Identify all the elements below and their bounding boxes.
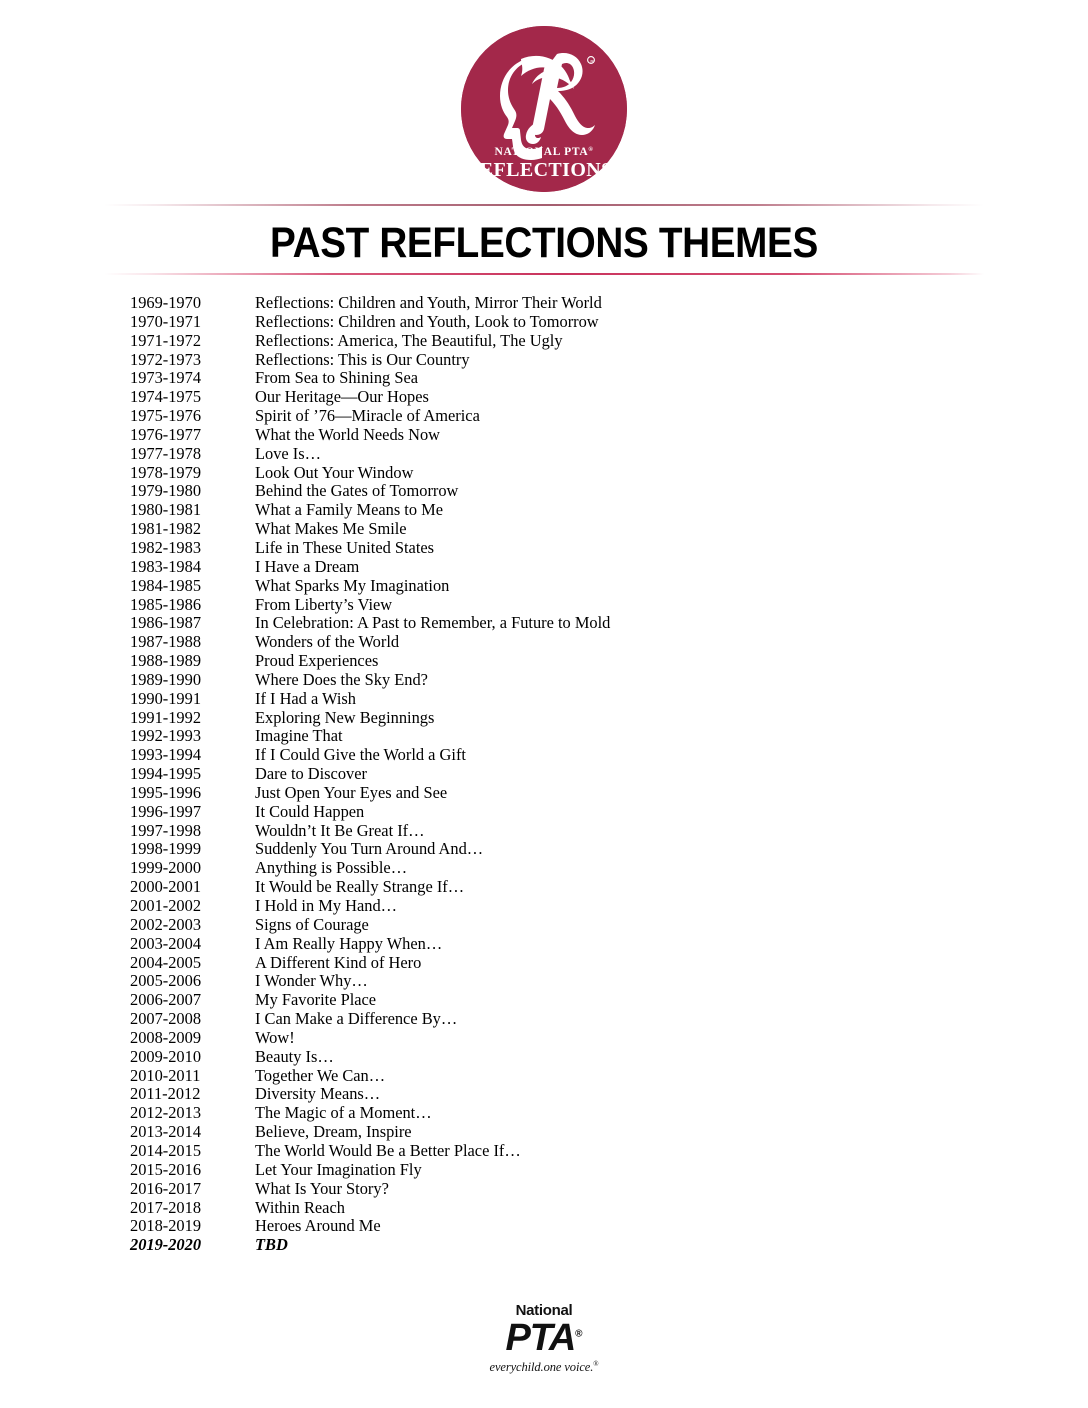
theme-row — [130, 482, 950, 501]
theme-title: Love Is… — [255, 443, 322, 463]
theme-title: Together We Can… — [255, 1065, 386, 1085]
theme-row — [130, 1180, 950, 1199]
header-divider-top — [104, 204, 984, 206]
theme-title: I Can Make a Difference By… — [255, 1009, 458, 1029]
theme-row — [130, 746, 950, 765]
theme-row — [130, 935, 950, 954]
theme-title: Reflections: America, The Beautiful, The Ugly — [255, 330, 563, 350]
theme-row — [130, 539, 950, 558]
theme-years: 2009-2010 — [130, 1046, 202, 1066]
theme-row — [130, 369, 950, 388]
theme-years: 1990-1991 — [130, 688, 202, 708]
theme-row — [130, 1029, 950, 1048]
theme-years: 1995-1996 — [130, 782, 202, 802]
theme-row — [130, 690, 950, 709]
theme-title: Suddenly You Turn Around And… — [255, 839, 484, 859]
theme-row — [130, 1067, 950, 1086]
theme-title: Look Out Your Window — [255, 462, 414, 482]
theme-years: 1998-1999 — [130, 839, 202, 859]
theme-title: My Favorite Place — [255, 990, 377, 1010]
theme-years: 2014-2015 — [130, 1140, 202, 1160]
theme-row — [130, 501, 950, 520]
theme-title: What a Family Means to Me — [255, 500, 443, 520]
theme-years: 1981-1982 — [130, 519, 202, 539]
theme-years: 1985-1986 — [130, 594, 202, 614]
theme-years: 2004-2005 — [130, 952, 202, 972]
theme-title: Spirit of ’76—Miracle of America — [255, 406, 480, 426]
theme-years: 2007-2008 — [130, 1009, 202, 1029]
theme-row — [130, 1142, 950, 1161]
theme-years: 2003-2004 — [130, 933, 202, 953]
theme-row — [130, 803, 950, 822]
theme-years: 1975-1976 — [130, 406, 202, 426]
theme-years: 2017-2018 — [130, 1197, 202, 1217]
theme-title: Wonders of the World — [255, 632, 400, 652]
national-pta-logo-icon — [480, 1303, 608, 1374]
theme-years: 1997-1998 — [130, 820, 202, 840]
theme-title: Signs of Courage — [255, 914, 369, 934]
theme-years: 2001-2002 — [130, 896, 202, 915]
theme-years: 2013-2014 — [130, 1122, 202, 1142]
theme-row — [130, 991, 950, 1010]
theme-title: Beauty Is… — [255, 1046, 334, 1066]
theme-years: 1970-1971 — [130, 311, 202, 331]
theme-row — [130, 765, 950, 784]
theme-title: If I Could Give the World a Gift — [255, 745, 466, 765]
theme-title: Where Does the Sky End? — [255, 669, 428, 689]
past-themes-list — [130, 294, 950, 1255]
theme-row — [130, 464, 950, 483]
theme-row — [130, 332, 950, 351]
theme-years: 1982-1983 — [130, 537, 202, 557]
theme-years: 1973-1974 — [130, 368, 202, 388]
header-logo-container — [0, 26, 1088, 192]
theme-row — [130, 558, 950, 577]
pta-tagline-part2: one — [543, 1360, 562, 1375]
theme-row — [130, 351, 950, 370]
theme-title: Wouldn’t It Be Great If… — [255, 820, 425, 840]
theme-title: Reflections: Children and Youth, Mirror Their World — [255, 293, 602, 312]
theme-row — [130, 407, 950, 426]
seal-reflections-text: REFLECTIONS® — [464, 159, 620, 181]
theme-row — [130, 727, 950, 746]
theme-row — [130, 709, 950, 728]
theme-row — [130, 671, 950, 690]
theme-title: Reflections: This is Our Country — [255, 349, 470, 369]
theme-title: In Celebration: A Past to Remember, a Future to Mold — [255, 613, 611, 633]
theme-years: 1976-1977 — [130, 424, 202, 444]
theme-years: 1989-1990 — [130, 669, 202, 689]
theme-years: 1974-1975 — [130, 387, 202, 407]
pta-acronym-label: PTA — [505, 1317, 576, 1359]
theme-title: TBD — [255, 1235, 288, 1255]
theme-years: 2011-2012 — [130, 1084, 201, 1104]
theme-title: Within Reach — [255, 1197, 345, 1217]
theme-row — [130, 1104, 950, 1123]
svg-text:R: R — [590, 59, 594, 64]
theme-row — [130, 822, 950, 841]
theme-years: 1983-1984 — [130, 556, 202, 576]
theme-title: Believe, Dream, Inspire — [255, 1122, 412, 1142]
theme-row — [130, 652, 950, 671]
theme-years: 1978-1979 — [130, 462, 202, 482]
theme-years: 1992-1993 — [130, 726, 202, 746]
theme-row — [130, 1217, 950, 1236]
theme-years: 1988-1989 — [130, 651, 202, 671]
theme-title: Proud Experiences — [255, 651, 379, 671]
theme-title: The Magic of a Moment… — [255, 1103, 432, 1123]
theme-years: 2015-2016 — [130, 1159, 202, 1179]
theme-row — [130, 294, 950, 313]
theme-row — [130, 972, 950, 991]
theme-years: 2002-2003 — [130, 914, 202, 934]
theme-row — [130, 313, 950, 332]
theme-row — [130, 445, 950, 464]
theme-years: 2012-2013 — [130, 1103, 202, 1123]
theme-years: 1969-1970 — [130, 293, 202, 312]
theme-row — [130, 388, 950, 407]
theme-title: What Sparks My Imagination — [255, 575, 450, 595]
theme-years: 1977-1978 — [130, 443, 202, 463]
theme-title: If I Had a Wish — [255, 688, 356, 708]
theme-row — [130, 1048, 950, 1067]
theme-title: I Am Really Happy When… — [255, 933, 443, 953]
theme-title: Life in These United States — [255, 537, 435, 557]
theme-years: 1994-1995 — [130, 764, 202, 784]
theme-title: Wow! — [255, 1027, 295, 1047]
theme-title: What the World Needs Now — [255, 424, 441, 444]
theme-row — [130, 633, 950, 652]
theme-title: A Different Kind of Hero — [255, 952, 422, 972]
theme-row — [130, 859, 950, 878]
theme-title: It Could Happen — [255, 801, 365, 821]
pta-acronym-text — [506, 1319, 583, 1357]
theme-title: Reflections: Children and Youth, Look to Tomorrow — [255, 311, 599, 331]
theme-row — [130, 954, 950, 973]
theme-years: 1987-1988 — [130, 632, 202, 652]
theme-title: From Sea to Shining Sea — [255, 368, 418, 388]
theme-title: What Is Your Story? — [255, 1178, 389, 1198]
theme-row — [130, 1010, 950, 1029]
theme-years: 2006-2007 — [130, 990, 202, 1010]
theme-years: 1993-1994 — [130, 745, 202, 765]
footer-logo-container — [0, 1303, 1088, 1374]
theme-title: Imagine That — [255, 726, 343, 746]
theme-years: 2000-2001 — [130, 877, 202, 897]
theme-row — [130, 897, 950, 916]
theme-title: The World Would Be a Better Place If… — [255, 1140, 521, 1160]
theme-years: 1999-2000 — [130, 858, 202, 878]
theme-years: 1986-1987 — [130, 613, 202, 633]
pta-national-text: National — [515, 1302, 573, 1319]
theme-row — [130, 520, 950, 539]
theme-row — [130, 614, 950, 633]
theme-years: 1979-1980 — [130, 481, 202, 501]
theme-years: 1980-1981 — [130, 500, 202, 520]
theme-row — [130, 596, 950, 615]
reflections-seal-icon — [461, 26, 627, 192]
theme-years: 1972-1973 — [130, 349, 202, 369]
theme-row — [130, 1199, 950, 1218]
theme-row — [130, 1123, 950, 1142]
theme-row — [130, 577, 950, 596]
theme-title: Dare to Discover — [255, 764, 367, 784]
header-divider-bottom — [104, 273, 984, 275]
theme-title: Let Your Imagination Fly — [255, 1159, 422, 1179]
theme-years: 1984-1985 — [130, 575, 202, 595]
theme-row — [130, 426, 950, 445]
theme-years: 2018-2019 — [130, 1216, 202, 1236]
theme-row — [130, 840, 950, 859]
theme-title: It Would be Really Strange If… — [255, 877, 465, 897]
theme-years: 2008-2009 — [130, 1027, 202, 1047]
theme-title: From Liberty’s View — [255, 594, 393, 614]
theme-title: I Have a Dream — [255, 556, 360, 576]
theme-title: Exploring New Beginnings — [255, 707, 435, 727]
pta-tagline-registered-mark: ® — [593, 1360, 599, 1368]
theme-years: 1996-1997 — [130, 801, 202, 821]
theme-title: I Hold in My Hand… — [255, 896, 398, 915]
theme-years: 2016-2017 — [130, 1178, 202, 1198]
theme-title: What Makes Me Smile — [255, 519, 407, 539]
pta-tagline-part3: voice. — [564, 1360, 594, 1375]
theme-title: I Wonder Why… — [255, 971, 368, 991]
theme-row — [130, 878, 950, 897]
theme-title: Diversity Means… — [255, 1084, 381, 1104]
theme-years: 1991-1992 — [130, 707, 202, 727]
seal-national-pta-text: NATIONAL PTA® — [494, 146, 594, 158]
pta-registered-mark: ® — [575, 1328, 583, 1340]
theme-row — [130, 1085, 950, 1104]
pta-tagline-text — [480, 1361, 608, 1374]
theme-row — [130, 1236, 950, 1255]
theme-title: Heroes Around Me — [255, 1216, 381, 1236]
theme-years: 2010-2011 — [130, 1065, 201, 1085]
theme-years: 1971-1972 — [130, 330, 202, 350]
theme-years: 2005-2006 — [130, 971, 202, 991]
theme-years: 2019-2020 — [130, 1235, 202, 1255]
theme-row — [130, 1161, 950, 1180]
theme-title: Just Open Your Eyes and See — [255, 782, 448, 802]
theme-title: Anything is Possible… — [255, 858, 408, 878]
theme-row — [130, 916, 950, 935]
theme-row — [130, 784, 950, 803]
theme-title: Behind the Gates of Tomorrow — [255, 481, 459, 501]
theme-title: Our Heritage—Our Hopes — [255, 387, 429, 407]
page-title: PAST REFLECTIONS THEMES — [270, 219, 818, 267]
pta-tagline-part1: everychild. — [489, 1360, 544, 1375]
